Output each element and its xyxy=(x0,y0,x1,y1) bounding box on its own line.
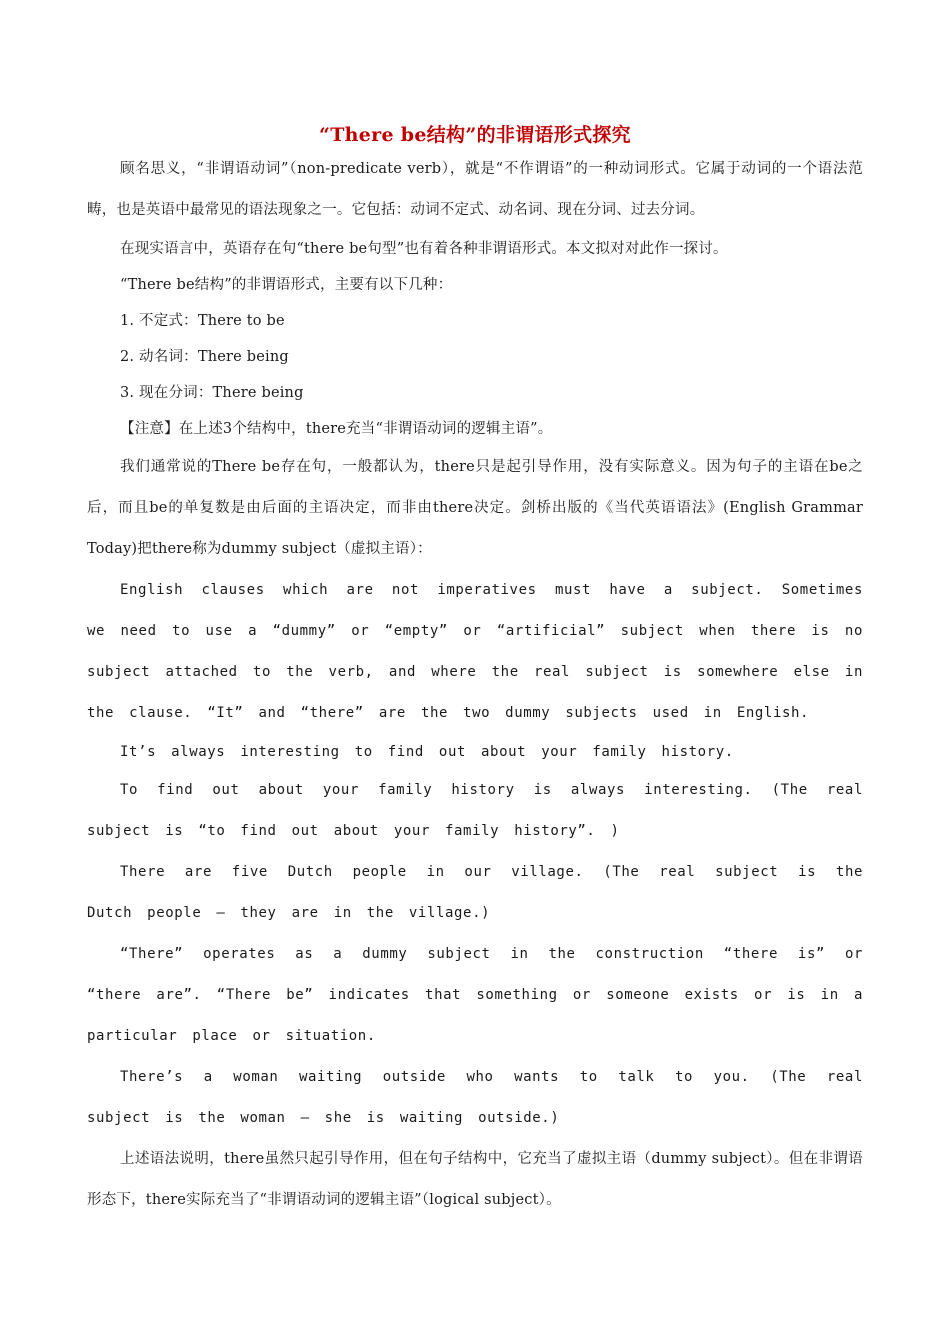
list-item-gerund: 2. 动名词：There being xyxy=(120,349,289,365)
paragraph-forms-heading: “There be结构”的非谓语形式，主要有以下几种： xyxy=(120,277,453,293)
example-woman-waiting: There’s a woman waiting outside who wants to talk to you. (The real subject is the woman – she is waiting outside.) xyxy=(87,1069,863,1126)
document-title: “There be结构”的非谓语形式探究 xyxy=(319,124,631,146)
example-dutch-people: There are five Dutch people in our village. (The real subject is the Dutch people – they are in the village.) xyxy=(87,864,863,921)
list-item-infinitive: 1. 不定式：There to be xyxy=(120,313,285,329)
example-family-history-2: To find out about your family history is always interesting. (The real subject is “to find out about your family history”. ) xyxy=(87,782,863,839)
paragraph-dummy-subject: 我们通常说的There be存在句，一般都认为，there只是起引导作用，没有实际意义。因为句子的主语在be之后，而且be的单复数是由后面的主语决定，而非由there决定。剑桥出版的《当代英语语法》(English Grammar Today)把there称为dummy subject（虚拟主语）： xyxy=(87,459,863,557)
paragraph-intro: 顾名思义，“非谓语动词”（non-predicate verb），就是“不作谓语”的一种动词形式。它属于动词的一个语法范畴，也是英语中最常见的语法现象之一。它包括：动词不定式、动名词、现在分词、过去分词。 xyxy=(87,161,863,218)
paragraph-conclusion: 上述语法说明，there虽然只起引导作用，但在句子结构中，它充当了虚拟主语（dummy subject）。但在非谓语形态下，there实际充当了“非谓语动词的逻辑主语”（logical subject）。 xyxy=(87,1151,863,1208)
example-family-history-1: It’s always interesting to find out about your family history. xyxy=(120,744,734,760)
quote-there-operates: “There” operates as a dummy subject in the construction “there is” or “there are”. “There be” indicates that something or someone exists or is in a particular place or situation. xyxy=(87,946,863,1044)
document-page xyxy=(87,120,863,1221)
paragraph-note: 【注意】在上述3个结构中，there充当“非谓语动词的逻辑主语”。 xyxy=(120,421,553,437)
list-item-present-participle: 3. 现在分词：There being xyxy=(120,385,304,401)
paragraph-context: 在现实语言中，英语存在句“there be句型”也有着各种非谓语形式。本文拟对对此作一探讨。 xyxy=(120,241,728,257)
quote-english-clauses: English clauses which are not imperatives must have a subject. Sometimes we need to use a “dummy” or “empty” or “artificial” subject when there is no subject attached to the verb, and where the real subject is somewhere else in the clause. “It” and “there” are the two dummy subjects used in English. xyxy=(87,582,863,721)
